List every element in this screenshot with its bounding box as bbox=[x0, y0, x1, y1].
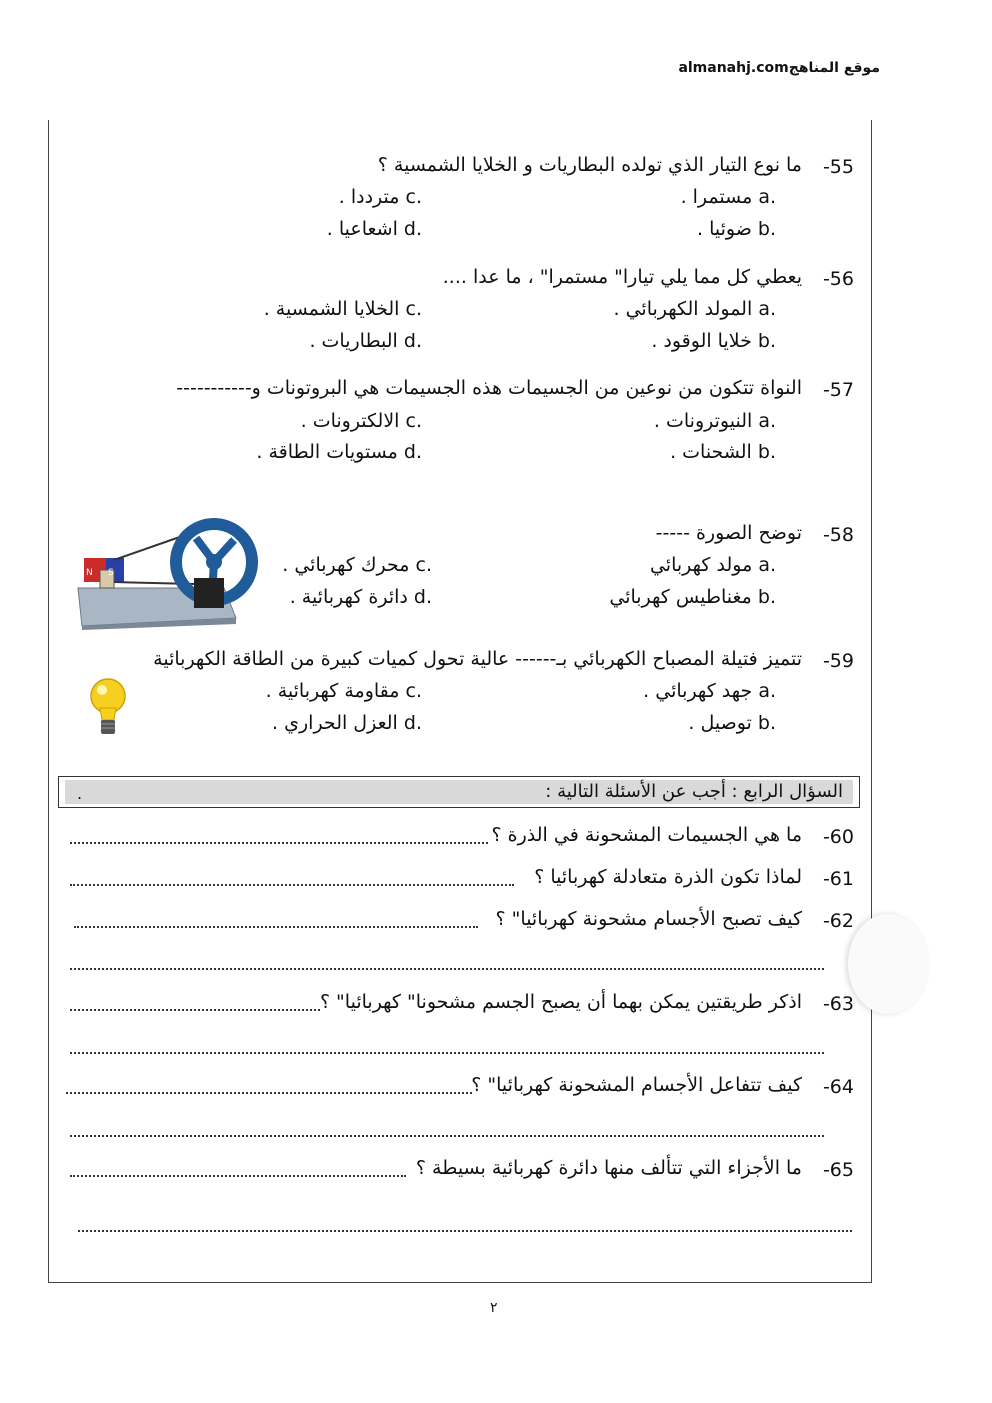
question-text: كيف تصبح الأجسام مشحونة كهربائيا" ؟ bbox=[495, 908, 802, 930]
question-text: ما هي الجسيمات المشحونة في الذرة ؟ bbox=[491, 824, 802, 846]
question-number: -65 bbox=[822, 1159, 854, 1181]
option-b[interactable]: b. توصيل . bbox=[688, 712, 776, 734]
option-c[interactable]: c. مقاومة كهربائية . bbox=[265, 680, 422, 702]
option-b[interactable]: b. الشحنات . bbox=[670, 441, 776, 463]
answer-line[interactable] bbox=[66, 1090, 472, 1094]
side-scroll-tab[interactable] bbox=[848, 914, 928, 1014]
question-text: يعطي كل مما يلي تيارا" مستمرا" ، ما عدا .... bbox=[442, 266, 802, 288]
question-text: النواة تتكون من نوعين من الجسيمات هذه الجسيمات هي البروتونات و----------- bbox=[176, 377, 802, 399]
question-number: -63 bbox=[822, 993, 854, 1015]
question-number: -61 bbox=[822, 868, 854, 890]
question-text: اذكر طريقتين يمكن بهما أن يصبح الجسم مشحونا" كهربائيا" ؟ bbox=[319, 991, 802, 1013]
option-c[interactable]: c. مترددا . bbox=[338, 186, 422, 208]
option-d[interactable]: d. العزل الحراري . bbox=[272, 712, 422, 734]
section-four-header bbox=[58, 776, 860, 808]
option-d[interactable]: d. دائرة كهربائية . bbox=[289, 586, 432, 608]
question-text: توضح الصورة ----- bbox=[655, 522, 802, 544]
question-number: -56 bbox=[822, 268, 854, 290]
question-text: ما الأجزاء التي تتألف منها دائرة كهربائية بسيطة ؟ bbox=[415, 1157, 802, 1179]
option-c[interactable]: c. الالكترونات . bbox=[300, 410, 422, 432]
svg-text:N: N bbox=[86, 568, 93, 578]
question-number: -58 bbox=[822, 524, 854, 546]
option-c[interactable]: c. الخلايا الشمسية . bbox=[263, 298, 422, 320]
question-number: -57 bbox=[822, 379, 854, 401]
site-url: almanahj.com bbox=[678, 60, 789, 76]
question-number: -55 bbox=[822, 156, 854, 178]
cut-previous-line bbox=[70, 112, 820, 124]
option-d[interactable]: d. اشعاعيا . bbox=[326, 218, 422, 240]
question-number: -64 bbox=[822, 1076, 854, 1098]
question-number: -59 bbox=[822, 650, 854, 672]
option-a[interactable]: a. المولد الكهربائي . bbox=[613, 298, 776, 320]
page-number: ٢ bbox=[490, 1300, 498, 1316]
answer-line[interactable] bbox=[70, 840, 488, 844]
option-b[interactable]: b. خلايا الوقود . bbox=[651, 330, 776, 352]
answer-line[interactable] bbox=[70, 1007, 320, 1011]
answer-line[interactable] bbox=[70, 1173, 406, 1177]
svg-text:S: S bbox=[108, 568, 114, 578]
option-d[interactable]: d. البطاريات . bbox=[309, 330, 422, 352]
option-a[interactable]: a. النيوترونات . bbox=[653, 410, 776, 432]
option-b[interactable]: b. مغناطيس كهربائي bbox=[609, 586, 776, 608]
answer-line[interactable] bbox=[70, 966, 824, 970]
option-b[interactable]: b. ضوئيا . bbox=[697, 218, 776, 240]
answer-line[interactable] bbox=[70, 882, 514, 886]
answer-line[interactable] bbox=[78, 1228, 852, 1232]
site-label: موقع المناهج bbox=[788, 60, 880, 76]
question-text: تتميز فتيلة المصباح الكهربائي بـ------ عالية تحول كميات كبيرة من الطاقة الكهربائية bbox=[153, 648, 802, 670]
question-number: -60 bbox=[822, 826, 854, 848]
site-header bbox=[640, 60, 880, 76]
question-text: ما نوع التيار الذي تولده البطاريات و الخلايا الشمسية ؟ bbox=[377, 154, 802, 176]
option-a[interactable]: a. مستمرا . bbox=[680, 186, 776, 208]
option-a[interactable]: a. جهد كهربائي . bbox=[643, 680, 776, 702]
option-d[interactable]: d. مستويات الطاقة . bbox=[256, 441, 422, 463]
section-trail: . bbox=[77, 784, 83, 803]
question-number: -62 bbox=[822, 910, 854, 932]
answer-line[interactable] bbox=[70, 1133, 824, 1137]
section-title: السؤال الرابع : أجب عن الأسئلة التالية : bbox=[545, 781, 843, 802]
option-c[interactable]: c. محرك كهربائي . bbox=[282, 554, 432, 576]
option-a[interactable]: a. مولد كهربائي bbox=[649, 554, 776, 576]
generator-illustration bbox=[74, 518, 264, 630]
answer-line[interactable] bbox=[70, 1050, 824, 1054]
question-text: كيف تتفاعل الأجسام المشحونة كهربائيا" ؟ bbox=[471, 1074, 802, 1096]
question-text: لماذا تكون الذرة متعادلة كهربائيا ؟ bbox=[534, 866, 802, 888]
answer-line[interactable] bbox=[74, 924, 478, 928]
light-bulb-icon bbox=[88, 676, 128, 742]
